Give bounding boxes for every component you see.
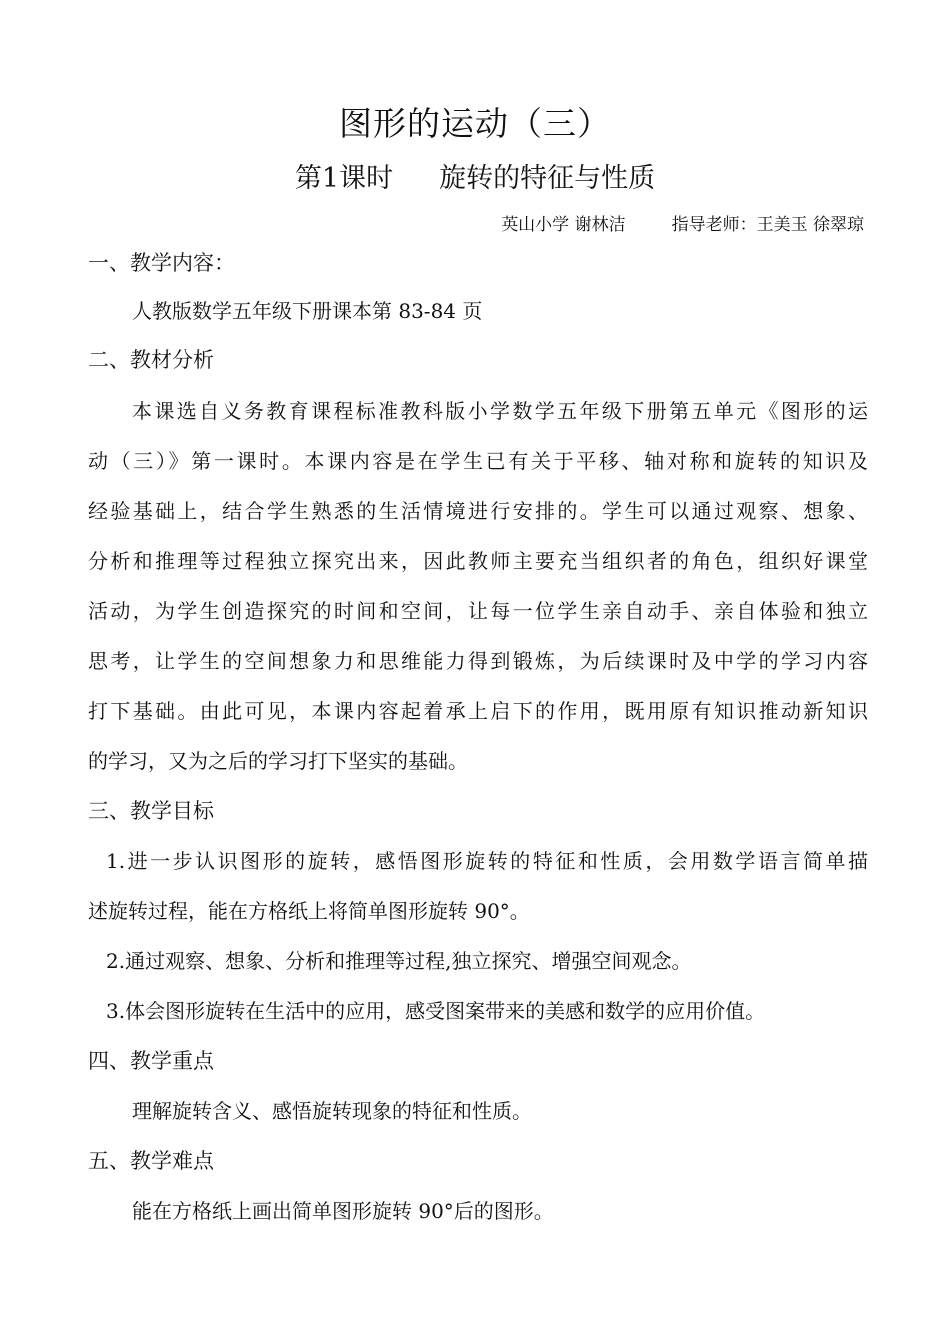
author-line bbox=[501, 212, 864, 238]
paragraph-line: 活动，为学生创造探究的时间和空间，让每一位学生亲自动手、亲自体验和独立 bbox=[88, 599, 868, 623]
paragraph-line: 分析和推理等过程独立探究出来，因此教师主要充当组织者的角色，组织好课堂 bbox=[88, 549, 868, 573]
objective-item: 1.进一步认识图形的旋转，感悟图形旋转的特征和性质，会用数学语言简单描 bbox=[106, 849, 868, 873]
section-heading-key-points: 四、教学重点 bbox=[88, 1049, 214, 1073]
section-heading-analysis: 二、教材分析 bbox=[88, 348, 214, 372]
paragraph-line: 思考，让学生的空间想象力和思维能力得到锻炼，为后续课时及中学的学习内容 bbox=[88, 649, 868, 673]
advisors: 指导老师：王美玉 徐翠琼 bbox=[671, 215, 864, 235]
objective-item-continued: 述旋转过程，能在方格纸上将简单图形旋转 90°。 bbox=[88, 899, 530, 923]
paragraph-line: 动（三）》第一课时。本课内容是在学生已有关于平移、轴对称和旋转的知识及 bbox=[88, 449, 868, 473]
section-heading-objectives: 三、教学目标 bbox=[88, 799, 214, 823]
paragraph-line: 经验基础上，结合学生熟悉的生活情境进行安排的。学生可以通过观察、想象、 bbox=[88, 499, 868, 523]
section-heading-content: 一、教学内容： bbox=[88, 251, 235, 275]
objective-item: 2.通过观察、想象、分析和推理等过程,独立探究、增强空间观念。 bbox=[106, 949, 692, 973]
lesson-subtitle bbox=[0, 160, 950, 198]
lesson-number: 第1课时 bbox=[294, 163, 394, 194]
paragraph-line: 能在方格纸上画出简单图形旋转 90°后的图形。 bbox=[132, 1199, 554, 1223]
section-heading-difficulties: 五、教学难点 bbox=[88, 1149, 214, 1173]
paragraph-line: 人教版数学五年级下册课本第 83-84 页 bbox=[132, 299, 483, 323]
lesson-topic: 旋转的特征与性质 bbox=[439, 163, 656, 194]
school-teacher: 英山小学 谢林洁 bbox=[501, 215, 626, 235]
objective-item: 3.体会图形旋转在生活中的应用，感受图案带来的美感和数学的应用价值。 bbox=[106, 999, 766, 1023]
paragraph-line: 理解旋转含义、感悟旋转现象的特征和性质。 bbox=[132, 1099, 532, 1123]
document-title: 图形的运动（三） bbox=[339, 104, 611, 143]
paragraph-line: 打下基础。由此可见，本课内容起着承上启下的作用，既用原有知识推动新知识 bbox=[88, 699, 868, 723]
paragraph-line: 的学习，又为之后的学习打下坚实的基础。 bbox=[88, 749, 468, 773]
paragraph-line: 本课选自义务教育课程标准教科版小学数学五年级下册第五单元《图形的运 bbox=[132, 399, 868, 423]
